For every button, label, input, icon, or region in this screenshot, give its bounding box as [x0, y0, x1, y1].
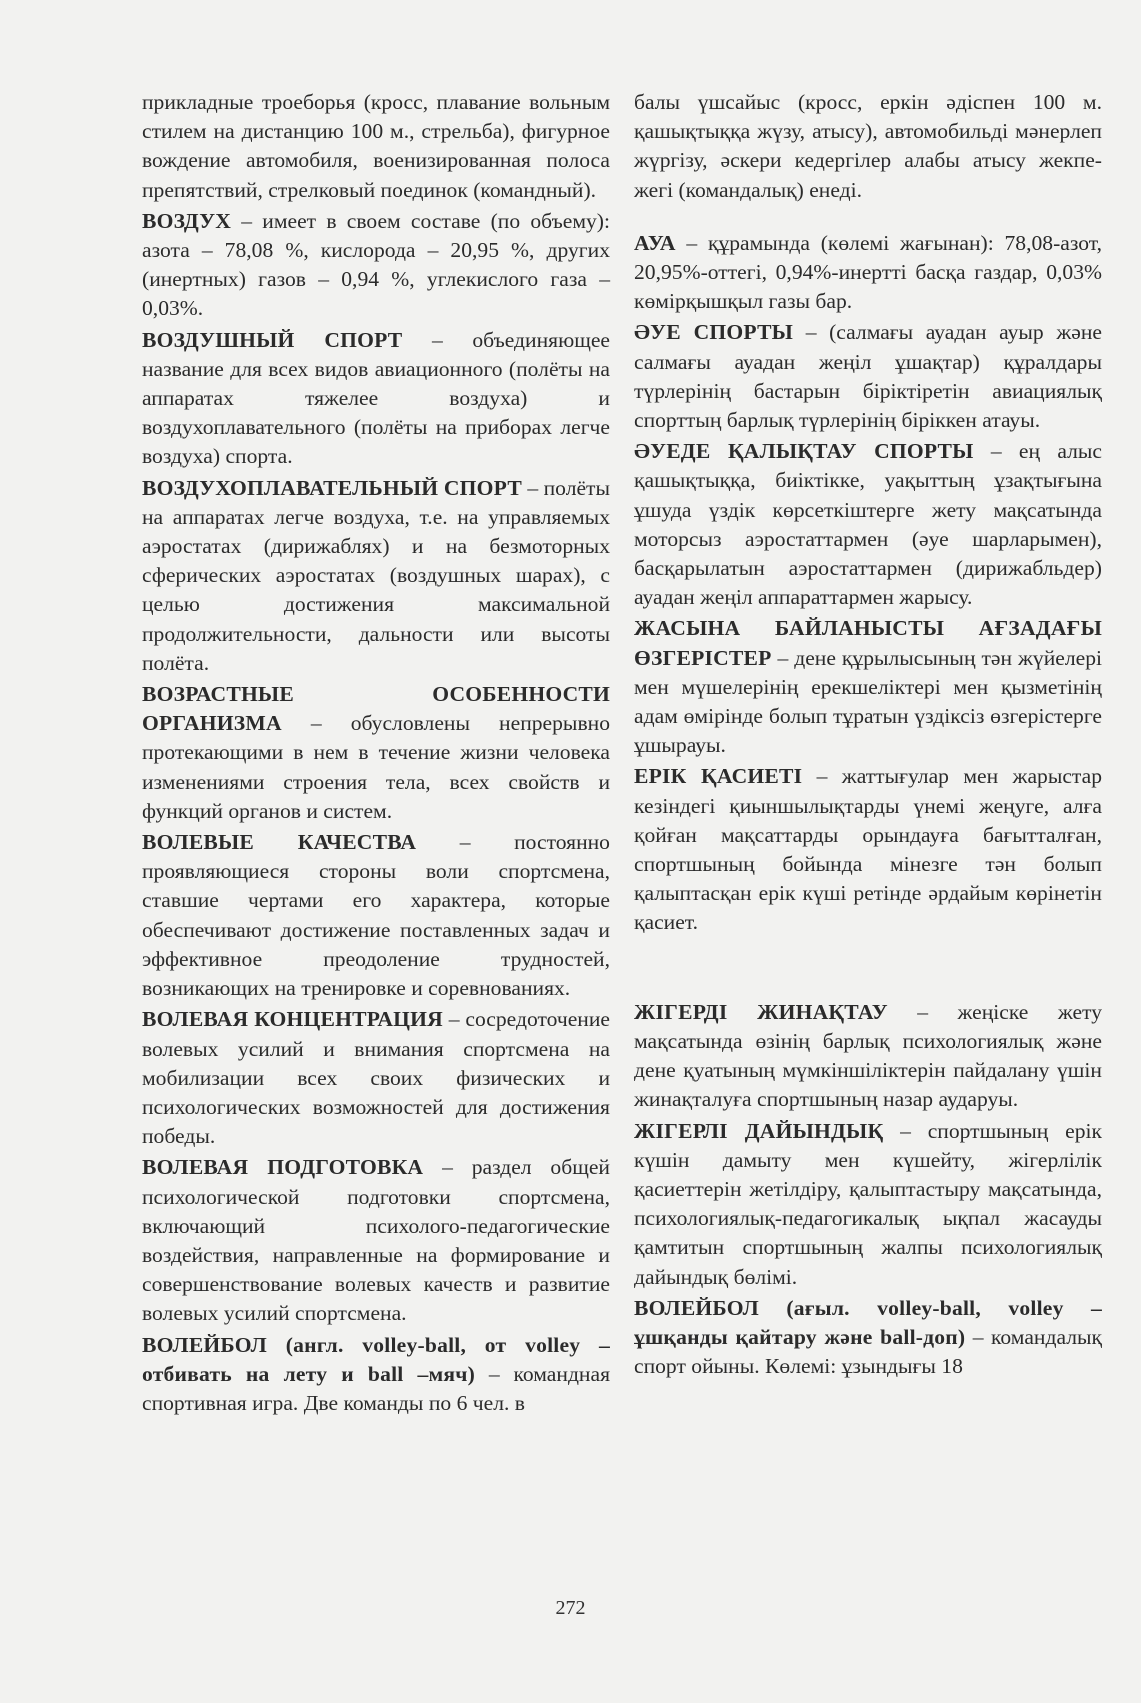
term-heading: ВОЗРАСТНЫЕ ОСОБЕННОСТИ ОРГАНИЗМА	[142, 682, 610, 736]
entry-auede-kalyktau	[634, 437, 1102, 612]
definition-text: – жеңіске жету мақсатында өзінің барлық психологиялық және дене қуатының мүмкіншіліктерін пайдалану үшін жинақталуға спортшының назар аударуы.	[634, 999, 1102, 1112]
entry-zhigerdi-zhinaktau	[634, 998, 1102, 1115]
left-column-russian	[142, 88, 610, 1420]
term-heading: ВОЛЕЙБОЛ (англ. volley-ball, от volley – отбивать на лету и ball –мяч)	[142, 1332, 610, 1386]
definition-text: – полёты на аппаратах легче воздуха, т.е. на управляемых аэростатах (дирижаблях) и на безмоторных сферических аэростатах (воздушных шарах), с целью достижения максимальной продолжительности, дальности или высоты полёта.	[142, 475, 610, 675]
term-heading: ВОЛЕЙБОЛ (ағыл. volley-ball, volley – ұшқанды қайтару және ball-доп)	[634, 1295, 1102, 1349]
definition-text: – (салмағы ауадан ауыр және салмағы ауадан жеңіл ұшақтар) құралдары түрлерінің бастарын біріктіретін авиациялық спорттың барлық түрлерінің біріккен атауы.	[634, 320, 1102, 433]
term-heading: ВОЗДУХ	[142, 208, 232, 233]
definition-text: – постоянно проявляющиеся стороны воли спортсмена, ставшие чертами его характера, которые обеспечивают достижение поставленных задач и эффективное преодоление трудностей, возникающих на тренировке и соревнованиях.	[142, 830, 610, 1001]
definition-text: – спортшының ерік күшін дамыту мен күшейту, жігерлілік қасиеттерін жетілдіру, қалыптастыру мақсатында, психологиялық-педагогикалық ықпал жасауды қамтитын спортшының жалпы психологиялық дайындық бөлімі.	[634, 1118, 1103, 1289]
definition-text: – сосредоточение волевых усилий и внимания спортсмена на мобилизации всех своих физических и психологических возможностей для достижения победы.	[142, 1007, 610, 1149]
entry-vozdushny-sport	[142, 326, 610, 472]
entry-continuation: прикладные троеборья (кросс, плавание вольным стилем на дистанцию 100 м., стрельба), фигурное вождение автомобиля, военизированная полоса препятствий, стрелковый поединок (командный).	[142, 90, 610, 202]
term-heading: АУА	[634, 230, 676, 255]
entry-erik-kasieti	[634, 762, 1102, 937]
term-heading: ВОЗДУХОПЛАВАТЕЛЬНЫЙ СПОРТ	[142, 475, 522, 500]
term-heading: ВОЛЕВАЯ ПОДГОТОВКА	[142, 1155, 424, 1180]
entry-volevye-kachestva	[142, 828, 610, 1003]
page-number: 272	[555, 1597, 586, 1619]
term-heading: ВОЗДУШНЫЙ СПОРТ	[142, 327, 403, 352]
entry-aue-sporty	[634, 318, 1102, 435]
term-heading: ЖІГЕРЛІ ДАЙЫНДЫҚ	[634, 1118, 884, 1143]
entry-zhasyna-bailanysty	[634, 614, 1102, 760]
definition-text: – дене құрылысының тән жүйелері мен мүшелерінің ерекшеліктері мен қызметінің адам өмірінде болып тұратын үздіксіз өзгерістерге ұшырауы.	[634, 645, 1102, 758]
right-column-kazakh	[634, 88, 1102, 1383]
term-heading: ӘУЕ СПОРТЫ	[634, 320, 794, 345]
entry-continuation: балы үшсайыс (кросс, еркін әдіспен 100 м. қашықтыққа жүзу, атысу), автомобильді мәнерлеп жүргізу, әскери кедергілер алабы атысу жекпе-жегі (командалық) енеді.	[634, 90, 1102, 202]
definition-text: – ең алыс қашықтыққа, биіктікке, уақыттың ұзақтығына ұшуда үздік көрсеткіштерге жету мақсатында моторсыз аэростаттармен (әуе шарларымен), басқарылатын аэростаттармен (дирижабльдер) ауадан жеңіл аппараттармен жарысу.	[634, 439, 1103, 610]
definition-text: – имеет в своем составе (по объему): азота – 78,08 %, кислорода – 20,95 %, других (инертных) газов – 0,94 %, углекислого газа – 0,03%.	[142, 208, 610, 321]
definition-text: – жаттығулар мен жарыстар кезіндегі қиыншылықтарды үнемі жеңуге, алға қойған мақсаттарды орындауға бағытталған, спортшының бойында мінезге тән болып қалыптасқан ерік күші ретінде әрдайым көрінетін қасиет.	[634, 764, 1103, 935]
definition-text: – құрамында (көлемі жағынан): 78,08-азот, 20,95%-оттегі, 0,94%-инертті басқа газдар, 0,03% көмірқышқыл газы бар.	[634, 230, 1102, 314]
entry-voleybol-kz	[634, 1294, 1102, 1382]
term-heading: ЕРІК ҚАСИЕТІ	[634, 764, 803, 789]
entry-vozdukhoplavatelny-sport	[142, 474, 610, 678]
entry-volevaya-kontsentratsiya	[142, 1005, 610, 1151]
entry-vozrastnye-osobennosti	[142, 680, 610, 826]
definition-text: – командная спортивная игра. Две команды по 6 чел. в	[142, 1361, 611, 1415]
term-heading: ЖАСЫНА БАЙЛАНЫСТЫ АҒЗАДАҒЫ ӨЗГЕРІСТЕР	[634, 616, 1102, 670]
entry-aua	[634, 229, 1102, 317]
entry-zhigerli-daiyndyk	[634, 1117, 1102, 1292]
definition-text: – командалық спорт ойыны. Көлемі: ұзындығы 18	[634, 1324, 1102, 1379]
entry-volevaya-podgotovka	[142, 1153, 610, 1328]
definition-text: – раздел общей психологической подготовки спортсмена, включающий психолого-педагогические воздействия, направленные на формирование и совершенствование волевых качеств и развитие волевых усилий спортсмена.	[142, 1155, 610, 1326]
definition-text: – обусловлены непрерывно протекающими в нем в течение жизни человека изменениями строения тела, всех свойств и функций органов и систем.	[142, 711, 610, 823]
entry-voleybol-ru	[142, 1331, 610, 1419]
term-heading: ВОЛЕВЫЕ КАЧЕСТВА	[142, 830, 417, 855]
term-heading: ВОЛЕВАЯ КОНЦЕНТРАЦИЯ	[142, 1007, 443, 1032]
term-heading: ӘУЕДЕ ҚАЛЫҚТАУ СПОРТЫ	[634, 439, 974, 464]
entry-vozdukh	[142, 207, 610, 324]
term-heading: ЖІГЕРДІ ЖИНАҚТАУ	[634, 999, 888, 1024]
definition-text: – объединяющее название для всех видов авиационного (полёты на аппаратах тяжелее воздуха) и воздухоплавательного (полёты на приборах легче воздуха) спорта.	[142, 327, 610, 469]
